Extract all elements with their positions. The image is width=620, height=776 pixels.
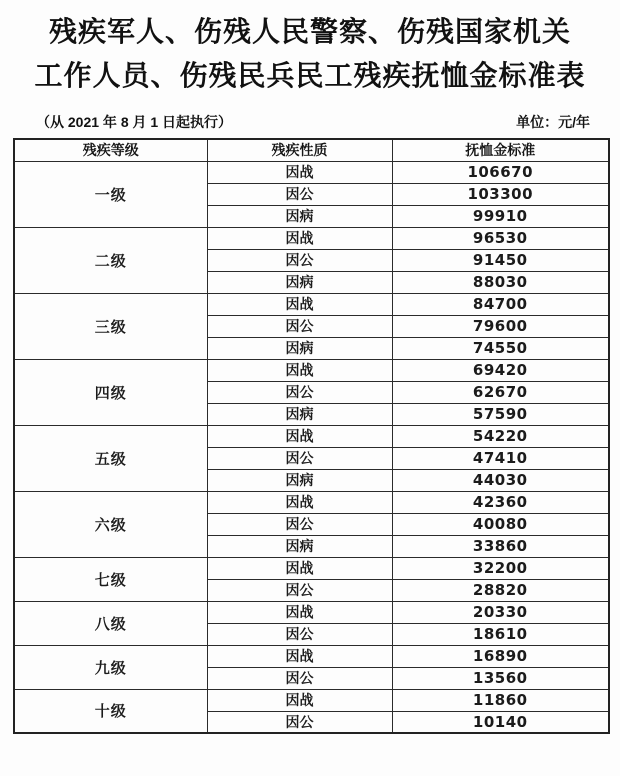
pension-amount-cell: 54220 — [392, 425, 609, 447]
disability-nature-cell: 因病 — [207, 205, 392, 227]
pension-standards-table — [13, 138, 610, 734]
pension-amount-cell: 74550 — [392, 337, 609, 359]
disability-level-cell: 一级 — [14, 161, 207, 227]
unit-label: 单位：元/年 — [516, 114, 590, 130]
disability-nature-cell: 因战 — [207, 491, 392, 513]
disability-level-cell: 六级 — [14, 491, 207, 557]
disability-level-cell: 十级 — [14, 689, 207, 733]
disability-nature-cell: 因战 — [207, 359, 392, 381]
meta-row — [36, 112, 590, 132]
pension-amount-cell: 42360 — [392, 491, 609, 513]
pension-amount-cell: 11860 — [392, 689, 609, 711]
pension-amount-cell: 32200 — [392, 557, 609, 579]
disability-nature-cell: 因公 — [207, 381, 392, 403]
document-title-line-2: 工作人员、伤残民兵民工残疾抚恤金标准表 — [34, 60, 586, 91]
table-row — [14, 645, 609, 667]
disability-nature-cell: 因战 — [207, 645, 392, 667]
column-header-disability-level: 残疾等级 — [14, 139, 207, 161]
disability-nature-cell: 因公 — [207, 579, 392, 601]
disability-nature-cell: 因公 — [207, 513, 392, 535]
pension-amount-cell: 91450 — [392, 249, 609, 271]
table-row — [14, 689, 609, 711]
disability-nature-cell: 因病 — [207, 337, 392, 359]
pension-amount-cell: 57590 — [392, 403, 609, 425]
pension-amount-cell: 79600 — [392, 315, 609, 337]
disability-nature-cell: 因公 — [207, 447, 392, 469]
disability-level-cell: 九级 — [14, 645, 207, 689]
pension-amount-cell: 44030 — [392, 469, 609, 491]
pension-amount-cell: 10140 — [392, 711, 609, 733]
disability-nature-cell: 因战 — [207, 557, 392, 579]
table-row — [14, 227, 609, 249]
disability-nature-cell: 因战 — [207, 161, 392, 183]
disability-level-cell: 二级 — [14, 227, 207, 293]
pension-amount-cell: 13560 — [392, 667, 609, 689]
disability-nature-cell: 因公 — [207, 711, 392, 733]
disability-nature-cell: 因战 — [207, 293, 392, 315]
effective-date-note: （从 2021 年 8 月 1 日起执行） — [36, 114, 233, 130]
pension-amount-cell: 62670 — [392, 381, 609, 403]
document-title — [0, 10, 620, 98]
document-title-line-1: 残疾军人、伤残人民警察、伤残国家机关 — [48, 16, 571, 47]
disability-nature-cell: 因公 — [207, 249, 392, 271]
pension-amount-cell: 106670 — [392, 161, 609, 183]
disability-nature-cell: 因公 — [207, 667, 392, 689]
table-row — [14, 293, 609, 315]
disability-nature-cell: 因病 — [207, 535, 392, 557]
pension-amount-cell: 84700 — [392, 293, 609, 315]
pension-amount-cell: 96530 — [392, 227, 609, 249]
disability-level-cell: 三级 — [14, 293, 207, 359]
disability-level-cell: 四级 — [14, 359, 207, 425]
pension-table-body — [14, 161, 609, 733]
disability-nature-cell: 因战 — [207, 689, 392, 711]
table-header-row — [14, 139, 609, 161]
disability-nature-cell: 因公 — [207, 315, 392, 337]
pension-amount-cell: 20330 — [392, 601, 609, 623]
pension-amount-cell: 40080 — [392, 513, 609, 535]
pension-amount-cell: 28820 — [392, 579, 609, 601]
column-header-disability-nature: 残疾性质 — [207, 139, 392, 161]
disability-level-cell: 七级 — [14, 557, 207, 601]
pension-amount-cell: 18610 — [392, 623, 609, 645]
table-row — [14, 601, 609, 623]
table-row — [14, 557, 609, 579]
disability-nature-cell: 因公 — [207, 623, 392, 645]
table-row — [14, 359, 609, 381]
pension-amount-cell: 99910 — [392, 205, 609, 227]
disability-nature-cell: 因战 — [207, 227, 392, 249]
column-header-pension-standard: 抚恤金标准 — [392, 139, 609, 161]
table-row — [14, 491, 609, 513]
pension-amount-cell: 69420 — [392, 359, 609, 381]
disability-nature-cell: 因病 — [207, 271, 392, 293]
pension-amount-cell: 103300 — [392, 183, 609, 205]
disability-nature-cell: 因战 — [207, 601, 392, 623]
pension-amount-cell: 33860 — [392, 535, 609, 557]
disability-nature-cell: 因战 — [207, 425, 392, 447]
disability-nature-cell: 因病 — [207, 469, 392, 491]
table-row — [14, 425, 609, 447]
pension-amount-cell: 88030 — [392, 271, 609, 293]
disability-level-cell: 五级 — [14, 425, 207, 491]
pension-amount-cell: 47410 — [392, 447, 609, 469]
table-row — [14, 161, 609, 183]
disability-nature-cell: 因公 — [207, 183, 392, 205]
disability-level-cell: 八级 — [14, 601, 207, 645]
disability-nature-cell: 因病 — [207, 403, 392, 425]
pension-amount-cell: 16890 — [392, 645, 609, 667]
